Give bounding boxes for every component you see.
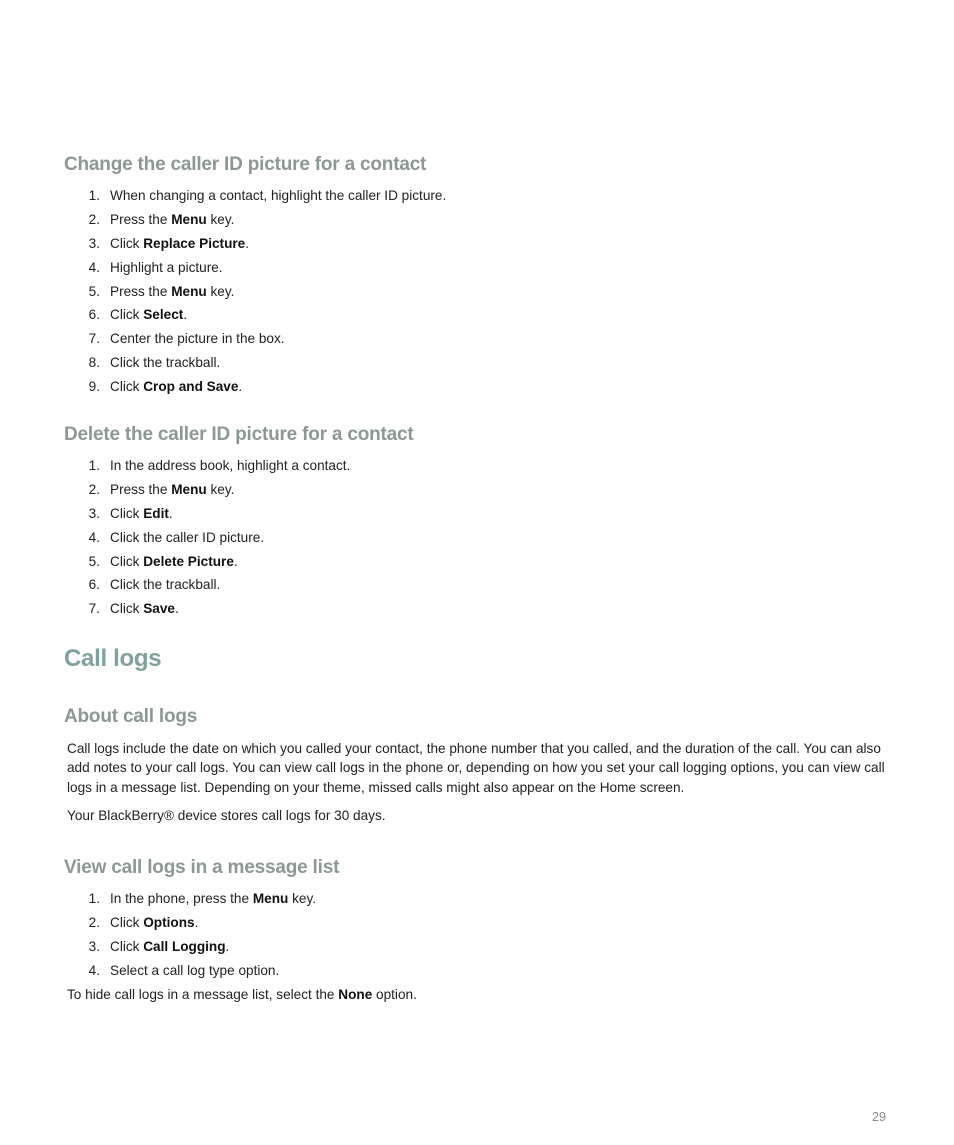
step-text bbox=[110, 184, 446, 208]
step-text-pre: In the address book, highlight a contact. bbox=[110, 458, 351, 473]
step-text bbox=[110, 375, 242, 399]
step-text-pre: Click the trackball. bbox=[110, 577, 221, 593]
step-number: 6. bbox=[88, 307, 100, 323]
step-text-post: . bbox=[168, 505, 173, 521]
step-text-pre: Click the caller ID picture. bbox=[110, 529, 265, 545]
hide-call-logs-note bbox=[67, 985, 897, 1004]
step-text-post: . bbox=[225, 938, 230, 954]
step-number: 7. bbox=[88, 601, 100, 617]
step-text-pre: Click bbox=[110, 307, 144, 323]
step-text-post: . bbox=[174, 601, 179, 617]
step-text-pre: Click bbox=[110, 553, 144, 569]
note-text-pre: To hide call logs in a message list, select the bbox=[67, 987, 339, 1002]
step-text bbox=[110, 232, 249, 256]
step-text-pre: Select a call log type option. bbox=[110, 962, 280, 978]
step-text bbox=[110, 597, 179, 621]
step-number: 5. bbox=[88, 553, 100, 569]
step-text bbox=[110, 887, 316, 911]
step-text-bold: Edit bbox=[143, 505, 169, 521]
step-text bbox=[110, 502, 173, 526]
step-text-pre: Click bbox=[110, 914, 144, 930]
step-number: 8. bbox=[88, 355, 100, 371]
step-text-bold: Menu bbox=[171, 283, 207, 299]
step-text-bold: Select bbox=[143, 307, 184, 323]
step-text-pre: Press the bbox=[110, 283, 172, 299]
step-text-post: . bbox=[238, 379, 243, 395]
heading-change-caller-id: Change the caller ID picture for a contact bbox=[64, 154, 427, 175]
step-text-pre: When changing a contact, highlight the caller ID picture. bbox=[110, 188, 447, 203]
step-text-pre: Press the bbox=[110, 211, 172, 227]
step-number: 4. bbox=[88, 962, 100, 978]
step-text-bold: Menu bbox=[171, 211, 207, 227]
step-text-post: . bbox=[245, 235, 250, 251]
step-text-post: key. bbox=[206, 283, 235, 299]
section-title-call-logs: Call logs bbox=[64, 645, 162, 672]
step-number: 3. bbox=[88, 505, 100, 521]
step-number: 4. bbox=[88, 259, 100, 275]
step-text-pre: In the phone, press the bbox=[110, 891, 253, 906]
step-text-bold: Save bbox=[143, 601, 175, 617]
step-text-bold: Menu bbox=[252, 891, 289, 906]
step-number: 3. bbox=[88, 235, 100, 251]
step-text bbox=[110, 208, 234, 232]
step-text-pre: Click bbox=[110, 938, 144, 954]
step-text bbox=[110, 256, 223, 280]
step-text bbox=[110, 573, 220, 597]
step-number: 2. bbox=[88, 481, 100, 497]
step-text-pre: Click bbox=[110, 505, 144, 521]
step-number: 3. bbox=[88, 938, 100, 954]
step-text bbox=[110, 478, 234, 502]
heading-about-call-logs: About call logs bbox=[64, 706, 198, 727]
heading-delete-caller-id: Delete the caller ID picture for a contact bbox=[64, 424, 414, 445]
step-text-pre: Highlight a picture. bbox=[110, 259, 223, 275]
step-number: 4. bbox=[88, 529, 100, 545]
step-number: 9. bbox=[88, 379, 100, 395]
step-text-bold: Replace Picture bbox=[143, 235, 246, 251]
step-number: 2. bbox=[88, 914, 100, 930]
note-text-bold: None bbox=[338, 987, 373, 1002]
step-text-pre: Click the trackball. bbox=[110, 355, 221, 371]
heading-view-call-logs: View call logs in a message list bbox=[64, 857, 340, 878]
step-number: 2. bbox=[88, 211, 100, 227]
step-text-pre: Center the picture in the box. bbox=[110, 331, 285, 347]
step-text bbox=[110, 454, 350, 478]
step-text bbox=[110, 351, 220, 375]
step-text bbox=[110, 526, 264, 550]
step-text-post: key. bbox=[206, 211, 235, 227]
step-text-post: key. bbox=[206, 481, 235, 497]
page-number: 29 bbox=[872, 1110, 886, 1124]
about-paragraph: Call logs include the date on which you called your contact, the phone number that you called, and the duration of the call. You can also add notes to your call logs. You can view call logs in the phone or, depending on how you set your call logging options, you can view call logs in a message list. Depending on your theme, missed calls might also appear on the Home screen. bbox=[67, 741, 885, 795]
step-text bbox=[110, 550, 238, 574]
note-text-post: option. bbox=[372, 987, 417, 1002]
step-text bbox=[110, 303, 187, 327]
step-text-pre: Click bbox=[110, 601, 144, 617]
step-text bbox=[110, 911, 198, 935]
step-text-bold: Call Logging bbox=[143, 938, 226, 954]
step-text-post: . bbox=[194, 914, 199, 930]
step-number: 7. bbox=[88, 331, 100, 347]
step-text bbox=[110, 327, 285, 351]
step-text-post: . bbox=[183, 307, 188, 323]
step-text-bold: Options bbox=[143, 914, 195, 930]
step-number: 1. bbox=[88, 458, 100, 473]
step-number: 6. bbox=[88, 577, 100, 593]
step-text-bold: Crop and Save bbox=[143, 379, 239, 395]
step-text-post: . bbox=[233, 553, 238, 569]
step-number: 1. bbox=[88, 891, 100, 906]
retention-paragraph: Your BlackBerry® device stores call logs for 30 days. bbox=[67, 808, 386, 823]
step-text-pre: Press the bbox=[110, 481, 172, 497]
step-text bbox=[110, 959, 279, 983]
step-text bbox=[110, 280, 234, 304]
step-number: 5. bbox=[88, 283, 100, 299]
step-text bbox=[110, 935, 229, 959]
step-text-bold: Menu bbox=[171, 481, 207, 497]
step-text-post: key. bbox=[288, 891, 317, 906]
step-number: 1. bbox=[88, 188, 100, 203]
step-text-pre: Click bbox=[110, 379, 144, 395]
step-text-bold: Delete Picture bbox=[143, 553, 234, 569]
step-text-pre: Click bbox=[110, 235, 144, 251]
